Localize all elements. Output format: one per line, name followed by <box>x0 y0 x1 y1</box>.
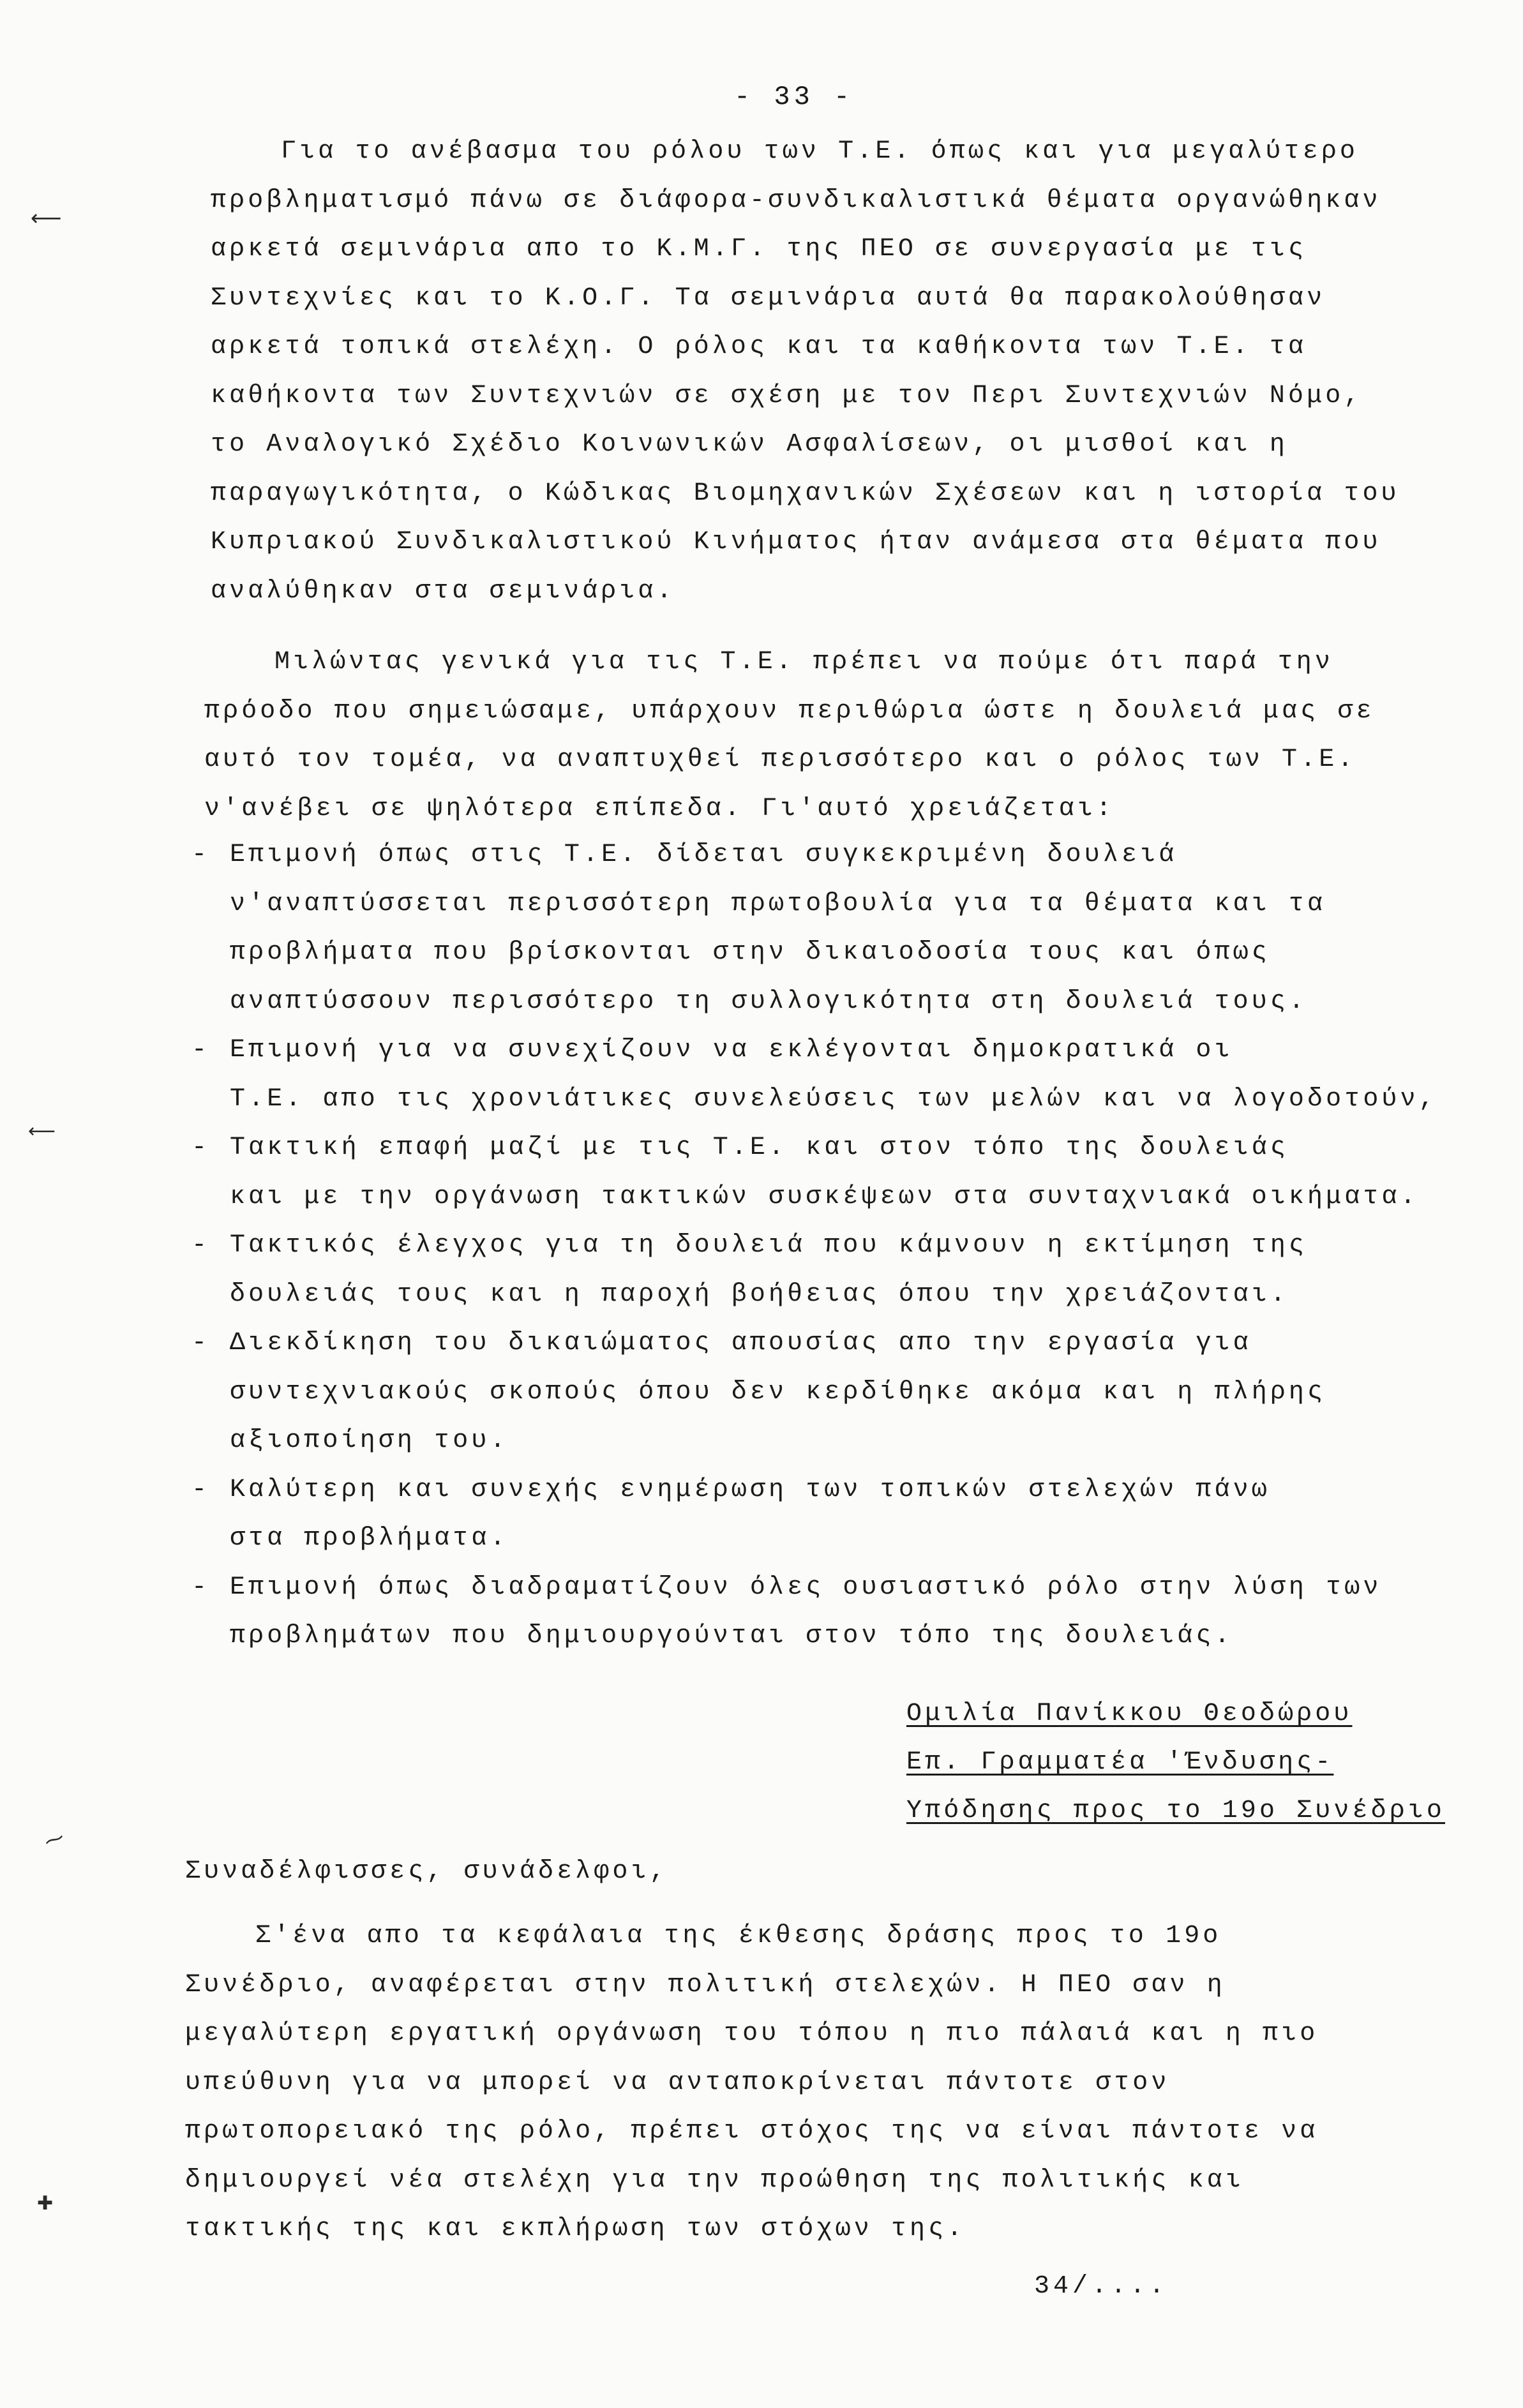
paragraph-cadre-policy: Σ'ένα απο τα κεφάλαια της έκθεσης δράσης προς το 19ο Συνέδριο, αναφέρεται στην πολιτική στελεχών. Η ΠΕΟ σαν η μεγαλύτερη εργατική οργάνωση του τόπου η πιο πάλαιά και η πιο υπεύθυνη για να μπορεί να ανταποκρίνεται πάντοτε στον πρωτοπορειακό της ρόλο, πρέπει στόχος της να είναι πάντοτε να δημιουργεί νέα στελέχη για την προώθηση της πολιτικής και τακτικής της και εκπλήρωση των στόχων της. <box>185 1922 1319 2243</box>
page-number: - 33 - <box>734 82 854 112</box>
list-item: - Επιμονή όπως διαδραματίζουν όλες ουσιαστικό ρόλο στην λύση των προβλημάτων που δημιουργούνται στον τόπο της δουλειάς. <box>191 1564 1474 1661</box>
list-item: - Επιμονή για να συνεχίζουν να εκλέγονται δημοκρατικά οι Τ.Ε. απο τις χρονιάτικες συνελεύσεις των μελών και να λογοδοτούν, <box>191 1026 1474 1124</box>
margin-binding-mark-icon: ⟵ <box>28 1120 56 1142</box>
list-item: - Τακτική επαφή μαζί με τις Τ.Ε. και στον τόπο της δουλειάς και με την οργάνωση τακτικών συσκέψεων στα συνταχνιακά οικήματα. <box>191 1124 1474 1222</box>
margin-binding-mark-icon: ✚ <box>37 2192 54 2215</box>
speech-heading-line: Υπόδησης προς το 19ο Συνέδριο <box>906 1797 1446 1825</box>
speech-heading-line: Επ. Γραμματέα 'Ένδυσης- <box>906 1748 1334 1777</box>
list-item: - Διεκδίκηση του δικαιώματος απουσίας απο την εργασία για συντεχνιακούς σκοπούς όπου δεν κερδίθηκε ακόμα και η πλήρης αξιοποίηση του. <box>191 1319 1474 1466</box>
paragraph-progress: Μιλώντας γενικά για τις Τ.Ε. πρέπει να πούμε ότι παρά την πρόοδο που σημειώσαμε, υπάρχουν περιθώρια ώστε η δουλειά μας σε αυτό τον τομέα, να αναπτυχθεί περισσότερο και ο ρόλος των Τ.Ε. ν'ανέβει σε ψηλότερα επίπεδα. Γι'αυτό χρειάζεται: <box>204 648 1375 823</box>
list-item: - Καλύτερη και συνεχής ενημέρωση των τοπικών στελεχών πάνω στα προβλήματα. <box>191 1466 1474 1564</box>
margin-scratch-mark-icon: ⁓ <box>41 1825 68 1854</box>
continuation-marker: 34/.... <box>1034 2272 1169 2301</box>
speech-heading-line: Ομιλία Πανίκκου Θεοδώρου <box>906 1700 1353 1728</box>
salutation: Συναδέλφισσες, συνάδελφοι, <box>185 1857 668 1886</box>
list-item: - Τακτικός έλεγχος για τη δουλειά που κάμνουν η εκτίμηση της δουλειάς τους και η παροχή βοήθειας όπου την χρειάζονται. <box>191 1222 1474 1319</box>
list-item: - Επιμονή όπως στις Τ.Ε. δίδεται συγκεκριμένη δουλειά ν'αναπτύσσεται περισσότερη πρωτοβουλία για τα θέματα και τα προβλήματα που βρίσκονται στην δικαιοδοσία τους και όπως αναπτύσσουν περισσότερο τη συλλογικότητα στη δουλειά τους. <box>191 831 1474 1026</box>
paragraph-seminars: Για το ανέβασμα του ρόλου των Τ.Ε. όπως και για μεγαλύτερο προβληματισμό πάνω σε διάφορα-συνδικαλιστικά θέματα οργανώθηκαν αρκετά σεμινάρια απο το Κ.Μ.Γ. της ΠΕΟ σε συνεργασία με τις Συντεχνίες και το Κ.Ο.Γ. Τα σεμινάρια αυτά θα παρακολούθησαν αρκετά τοπικά στελέχη. Ο ρόλος και τα καθήκοντα των Τ.Ε. τα καθήκοντα των Συντεχνιών σε σχέση με τον Περι Συντεχνιών Νόμο, το Αναλογικό Σχέδιο Κοινωνικών Ασφαλίσεων, οι μισθοί και η παραγωγικότητα, ο Κώδικας Βιομηχανικών Σχέσεων και η ιστορία του Κυπριακού Συνδικαλιστικού Κινήματος ήταν ανάμεσα στα θέματα που αναλύθηκαν στα σεμινάρια. <box>211 137 1400 606</box>
margin-binding-mark-icon: ⟵ <box>31 206 62 231</box>
speech-heading <box>906 1690 1481 1836</box>
requirements-list <box>191 831 1474 1661</box>
